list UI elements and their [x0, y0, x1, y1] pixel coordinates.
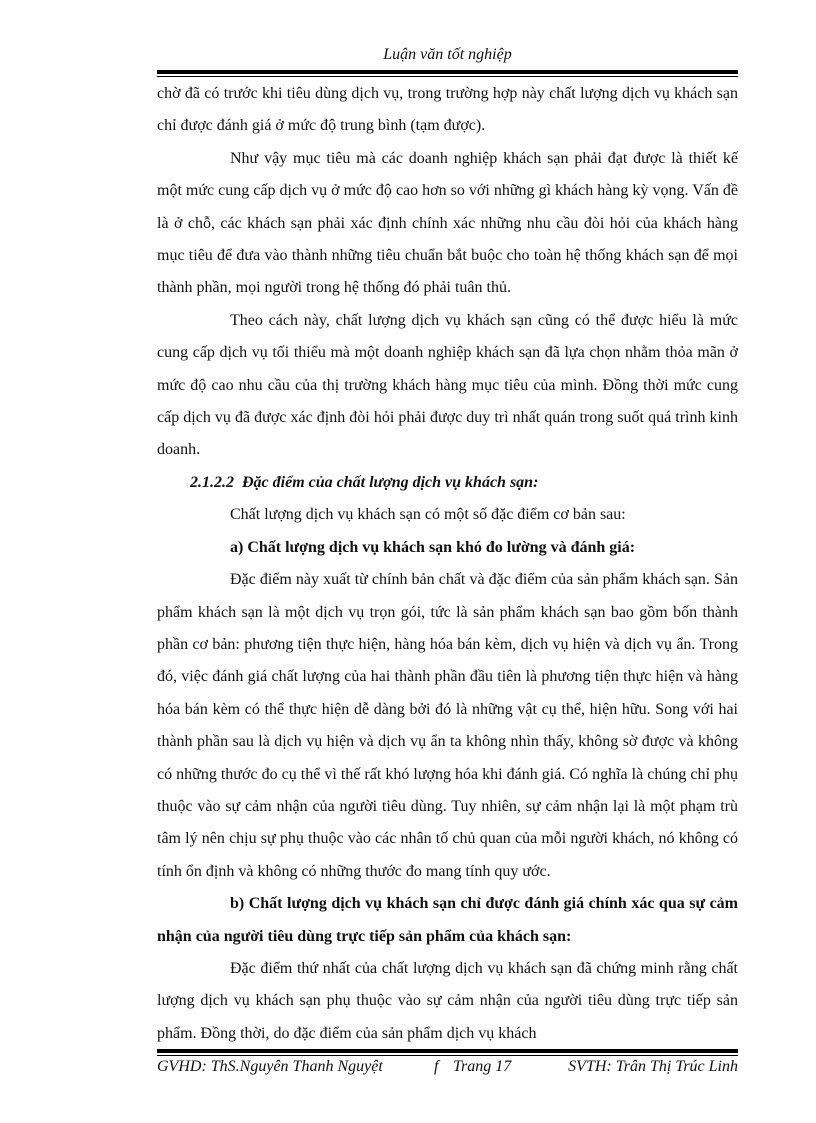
- footer-student: SVTH: Trân Thị Trúc Linh: [568, 1058, 738, 1075]
- header-rule-thin: [157, 76, 738, 77]
- footer-glyph: f: [434, 1058, 439, 1075]
- footer-rule-thin: [157, 1055, 738, 1056]
- page-body: [157, 78, 738, 1050]
- running-header-title: Luận văn tốt nghiệp: [383, 46, 512, 63]
- paragraph: Theo cách này, chất lượng dịch vụ khách sạn cũng có thể được hiểu là mức cung cấp dịch vụ tối thiểu mà một doanh nghiệp khách sạn đã lựa chọn nhằm thỏa mãn ở mức độ cao nhu cầu của thị trường khách hàng mục tiêu của mình. Đồng thời mức cung cấp dịch vụ đã được xác định đòi hỏi phải được duy trì nhất quán trong suốt quá trình kinh doanh.: [157, 311, 738, 459]
- paragraph: Như vậy mục tiêu mà các doanh nghiệp khách sạn phải đạt được là thiết kế một mức cung cấp dịch vụ ở mức độ cao hơn so với những gì khách hàng kỳ vọng. Vấn đề là ở chỗ, các khách sạn phải xác định chính xác những nhu cầu đòi hỏi của khách hàng mục tiêu để đưa vào thành những tiêu chuẩn bắt buộc cho toàn hệ thống khách sạn để mọi thành phần, mọi người trong hệ thống đó phải tuân thủ.: [157, 149, 738, 297]
- item-b-heading: b) Chất lượng dịch vụ khách sạn chỉ được đánh giá chính xác qua sự cảm nhận của người tiêu dùng trực tiếp sản phẩm của khách sạn:: [157, 895, 738, 945]
- item-a-heading: a) Chất lượng dịch vụ khách sạn khó đo lường và đánh giá:: [230, 538, 636, 556]
- paragraph: Chất lượng dịch vụ khách sạn có một số đặc điểm cơ bản sau:: [230, 506, 626, 524]
- footer-rule-thick: [157, 1049, 738, 1053]
- section-title: Đặc điểm của chất lượng dịch vụ khách sạn:: [242, 473, 539, 491]
- footer-page-number: Trang 17: [453, 1058, 512, 1075]
- paragraph-continuation: chờ đã có trước khi tiêu dùng dịch vụ, trong trường hợp này chất lượng dịch vụ khách sạn chỉ được đánh giá ở mức độ trung bình (tạm được).: [157, 85, 738, 135]
- paragraph: Đặc điểm này xuất từ chính bản chất và đặc điểm của sản phẩm khách sạn. Sản phẩm khách sạn là một dịch vụ trọn gói, tức là sản phẩm khách sạn bao gồm bốn thành phần cơ bản: phương tiện thực hiện, hàng hóa bán kèm, dịch vụ hiện và dịch vụ ẩn. Trong đó, việc đánh giá chất lượng của hai thành phần đầu tiên là phương tiện thực hiện và hàng hóa bán kèm có thể thực hiện dễ dàng bởi đó là những vật cụ thể, hiện hữu. Song với hai thành phần sau là dịch vụ hiện và dịch vụ ẩn ta không nhìn thấy, không sờ được và không có những thước đo cụ thể vì thế rất khó lượng hóa khi đánh giá. Có nghĩa là chúng chỉ phụ thuộc vào sự cảm nhận của người tiêu dùng. Tuy nhiên, sự cảm nhận lại là một phạm trù tâm lý nên chịu sự phụ thuộc vào các nhân tố chủ quan của mỗi người khách, nó không có tính ổn định và không có những thước đo mang tính quy ước.: [157, 571, 738, 880]
- footer-advisor: GVHD: ThS.Nguyên Thanh Nguyệt: [157, 1058, 383, 1075]
- section-heading: [157, 467, 738, 499]
- section-number: 2.1.2.2: [190, 473, 234, 491]
- paragraph: Đặc điểm thứ nhất của chất lượng dịch vụ khách sạn đã chứng minh rằng chất lượng dịch vụ khách sạn phụ thuộc vào sự cảm nhận của người tiêu dùng trực tiếp sản phẩm. Đồng thời, do đặc điểm của sản phẩm dịch vụ khách: [157, 959, 738, 1042]
- header-rule-thick: [157, 70, 738, 74]
